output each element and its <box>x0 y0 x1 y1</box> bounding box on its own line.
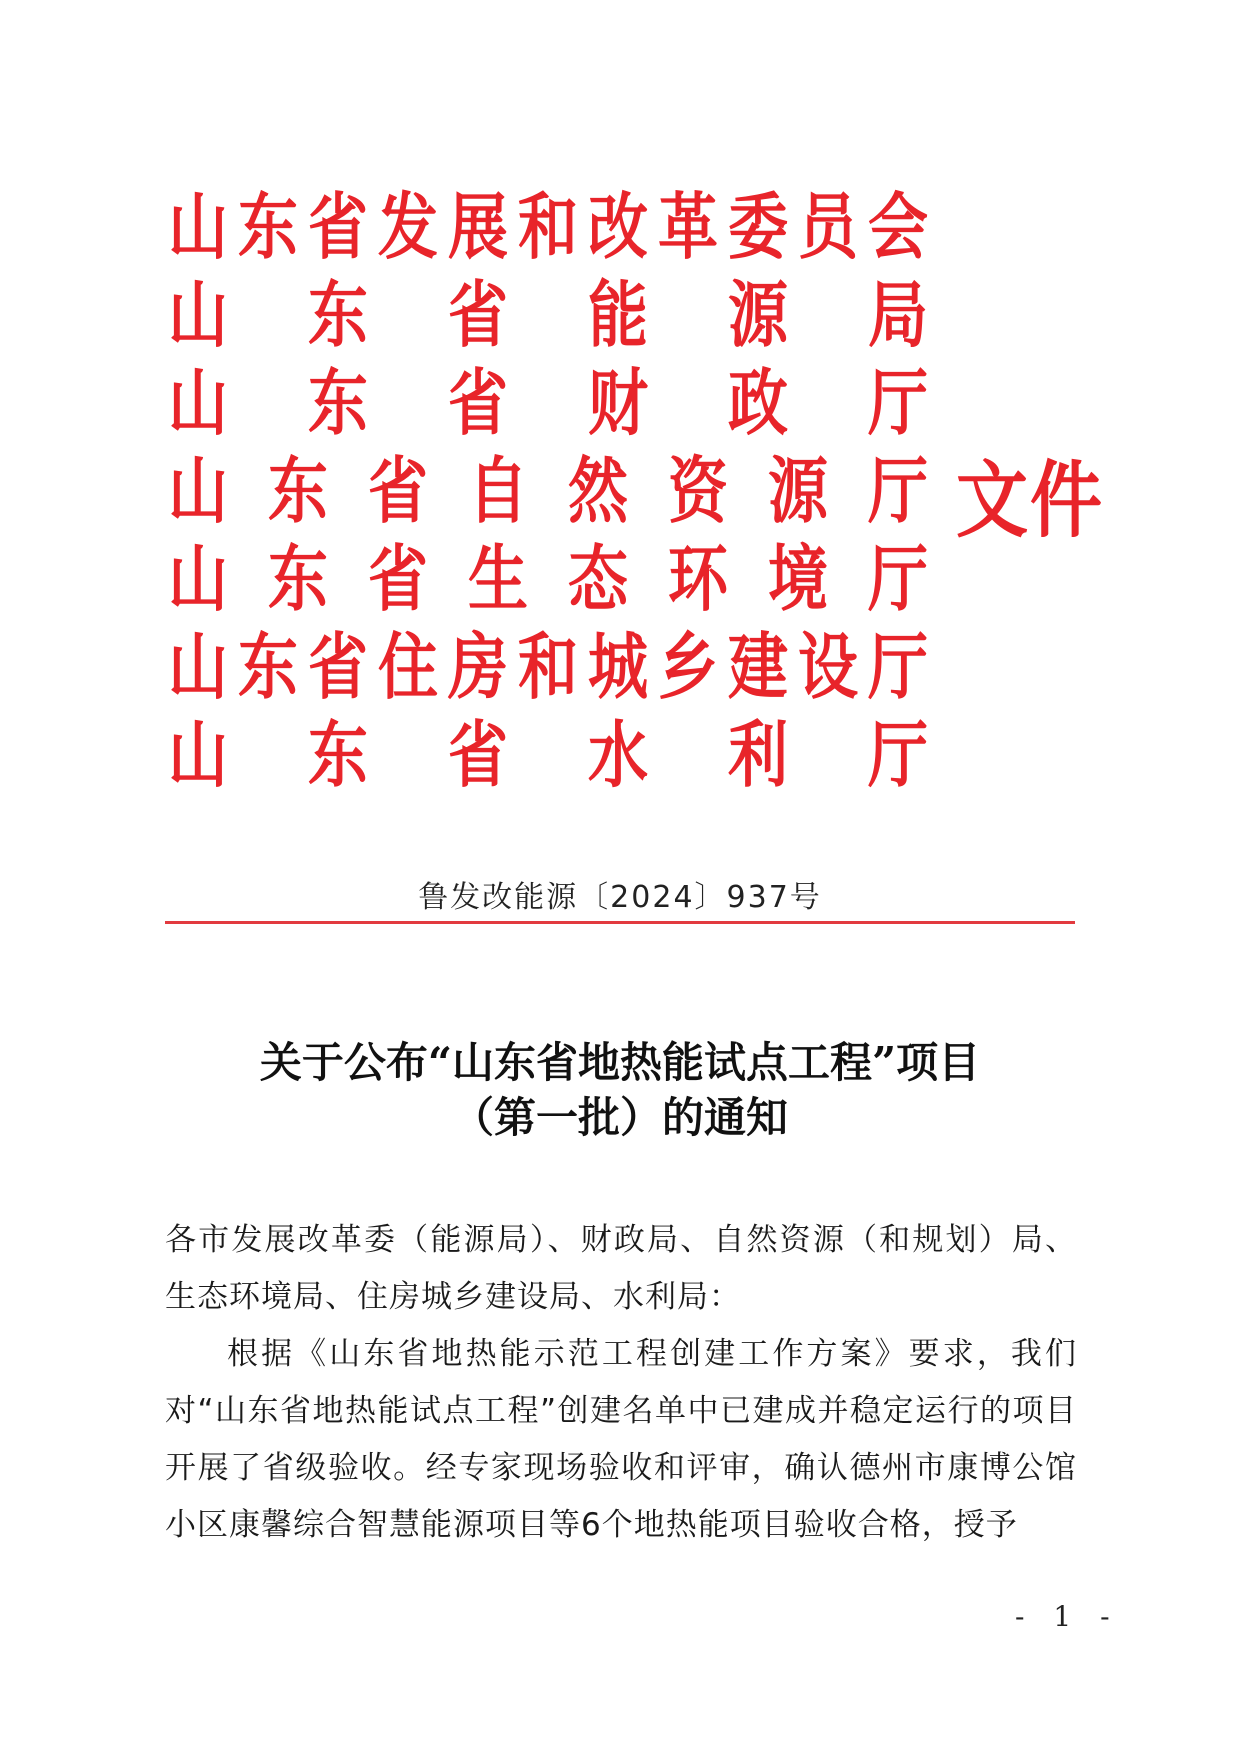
agency-line-energy-bureau <box>168 268 928 364</box>
agency-char: 源 <box>768 450 828 534</box>
agency-char: 省 <box>448 274 508 358</box>
agency-char: 然 <box>568 450 628 534</box>
agency-line-housing-construction <box>168 620 928 716</box>
agency-char: 山 <box>168 714 228 798</box>
agency-char: 省 <box>448 714 508 798</box>
agency-char: 乡 <box>658 626 718 710</box>
agency-line-natural-resources <box>168 444 928 540</box>
agency-char: 省 <box>368 538 428 622</box>
agency-char: 省 <box>368 450 428 534</box>
red-divider-line <box>165 921 1075 924</box>
title-line-2: （第一批）的通知 <box>451 1093 788 1142</box>
agency-char: 厅 <box>868 450 928 534</box>
addressees: 各市发展改革委（能源局）、财政局、自然资源（和规划）局、生态环境局、住房城乡建设局、水利局： <box>165 1222 1077 1315</box>
agency-char: 山 <box>168 538 228 622</box>
agency-char: 山 <box>168 626 228 710</box>
agency-char: 水 <box>588 714 648 798</box>
agency-char: 环 <box>668 538 728 622</box>
agency-char: 住 <box>378 626 438 710</box>
agency-char: 生 <box>468 538 528 622</box>
agency-char: 山 <box>168 274 228 358</box>
title-line-1: 关于公布“山东省地热能试点工程”项目 <box>259 1038 981 1087</box>
agency-char: 和 <box>518 626 578 710</box>
agency-char: 展 <box>448 186 508 270</box>
agency-char: 东 <box>308 362 368 446</box>
agency-char: 建 <box>728 626 788 710</box>
agency-char: 山 <box>168 186 228 270</box>
page-number: - 1 - <box>1015 1600 1120 1633</box>
document-suffix: 文件 <box>956 450 1105 549</box>
agency-line-finance <box>168 356 928 452</box>
agency-char: 委 <box>728 186 788 270</box>
agency-char: 房 <box>448 626 508 710</box>
agency-char: 城 <box>588 626 648 710</box>
agency-char: 省 <box>448 362 508 446</box>
agency-char: 会 <box>868 186 928 270</box>
notice-body <box>165 1212 1077 1554</box>
agency-char: 省 <box>308 186 368 270</box>
agency-char: 和 <box>518 186 578 270</box>
agency-char: 改 <box>588 186 648 270</box>
agency-char: 厅 <box>868 626 928 710</box>
agency-char: 发 <box>378 186 438 270</box>
agency-char: 源 <box>728 274 788 358</box>
agency-char: 东 <box>238 186 298 270</box>
agency-char: 东 <box>308 714 368 798</box>
agency-char: 厅 <box>868 714 928 798</box>
agency-char: 局 <box>868 274 928 358</box>
notice-title <box>0 1035 1240 1145</box>
agency-char: 山 <box>168 362 228 446</box>
agency-line-development-reform <box>168 180 928 276</box>
agency-char: 态 <box>568 538 628 622</box>
agency-char: 厅 <box>868 362 928 446</box>
agency-char: 东 <box>268 538 328 622</box>
agency-char: 能 <box>588 274 648 358</box>
document-number: 鲁发改能源〔2024〕937号 <box>418 880 822 915</box>
agency-char: 东 <box>238 626 298 710</box>
agency-line-water-resources <box>168 708 928 804</box>
agency-char: 财 <box>588 362 648 446</box>
agency-char: 东 <box>268 450 328 534</box>
agency-char: 资 <box>668 450 728 534</box>
agency-char: 革 <box>658 186 718 270</box>
agency-char: 东 <box>308 274 368 358</box>
agency-char: 政 <box>728 362 788 446</box>
agency-char: 境 <box>768 538 828 622</box>
agency-char: 员 <box>798 186 858 270</box>
agency-char: 利 <box>728 714 788 798</box>
agency-line-ecology-environment <box>168 532 928 628</box>
body-paragraph: 根据《山东省地热能示范工程创建工作方案》要求，我们对“山东省地热能试点工程”创建名单中已建成并稳定运行的项目开展了省级验收。经专家现场验收和评审，确认德州市康博公馆小区康馨综合智慧能源项目等6个地热能项目验收合格，授予 <box>165 1336 1077 1543</box>
agency-char: 设 <box>798 626 858 710</box>
agency-char: 自 <box>468 450 528 534</box>
agency-char: 山 <box>168 450 228 534</box>
agency-char: 厅 <box>868 538 928 622</box>
agency-char: 省 <box>308 626 368 710</box>
